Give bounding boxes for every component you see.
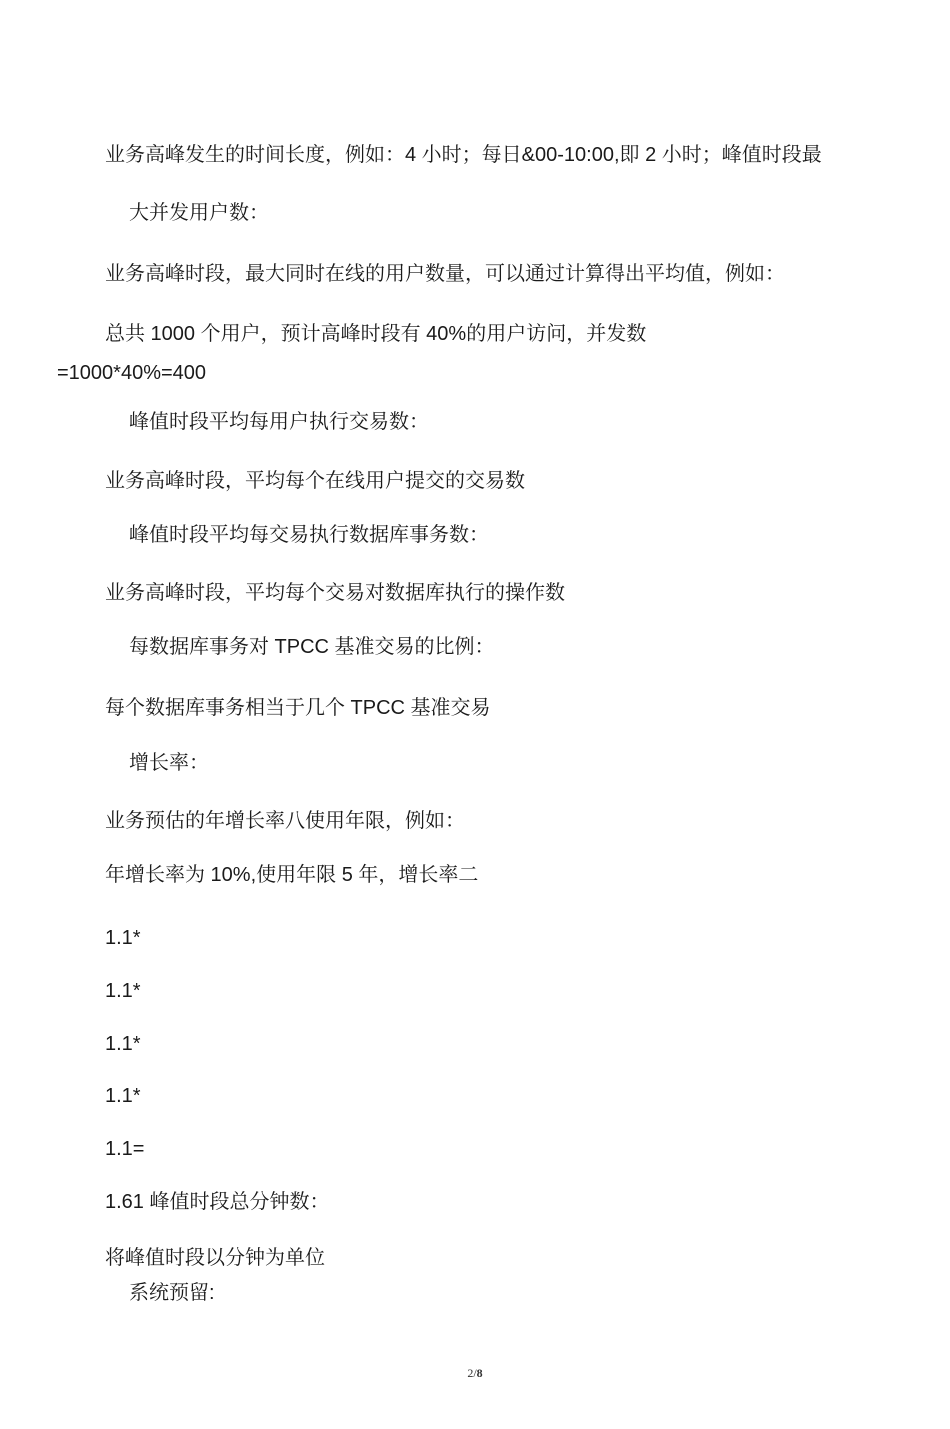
heading-transactions-per-user: 峰值时段平均每用户执行交易数： [129, 411, 429, 433]
text-line-multiplier-result: 1.1= [105, 1138, 145, 1160]
heading-tpcc-ratio: 每数据库事务对 TPCC 基准交易的比例： [129, 636, 495, 658]
text-line-multiplier: 1.1* [105, 927, 141, 949]
text-line-growth-example: 年增长率为 10%,使用年限 5 年，增长率二 [105, 864, 479, 886]
heading-db-transactions-per-trade: 峰值时段平均每交易执行数据库事务数： [129, 524, 489, 546]
text-line-multiplier: 1.1* [105, 1085, 141, 1107]
text-line-concurrency-formula: =1000*40%=400 [57, 362, 207, 384]
text-line-transactions-per-user: 业务高峰时段，平均每个在线用户提交的交易数 [105, 470, 525, 492]
text-line-multiplier: 1.1* [105, 980, 141, 1002]
text-line-multiplier: 1.1* [105, 1033, 141, 1055]
page-number-total: 8 [476, 1366, 483, 1380]
heading-system-reserve: 系统预留: [129, 1282, 215, 1304]
text-line-max-online-users: 业务高峰时段，最大同时在线的用户数量，可以通过计算得出平均值，例如： [105, 263, 785, 285]
heading-growth-rate: 增长率： [129, 752, 209, 774]
text-line-tpcc-equivalent: 每个数据库事务相当于几个 TPCC 基准交易 [105, 697, 491, 719]
page-number-current: 2 [467, 1366, 474, 1380]
page-number-separator: / [473, 1366, 477, 1380]
text-line-peak-minutes: 1.61 峰值时段总分钟数： [105, 1191, 330, 1213]
text-line-concurrency-example: 总共 1000 个用户，预计高峰时段有 40%的用户访问，并发数 [105, 323, 647, 345]
heading-max-concurrent-users: 大并发用户数： [129, 202, 269, 224]
text-line-db-operations: 业务高峰时段，平均每个交易对数据库执行的操作数 [105, 582, 565, 604]
text-line-peak-duration: 业务高峰发生的时间长度，例如：4 小时；每日&00-10:00,即 2 小时；峰值时段最 [105, 144, 822, 166]
text-line-minutes-unit: 将峰值时段以分钟为单位 [105, 1247, 325, 1269]
page-number [0, 1366, 950, 1381]
text-line-growth-estimate: 业务预估的年增长率八使用年限，例如： [105, 810, 465, 832]
